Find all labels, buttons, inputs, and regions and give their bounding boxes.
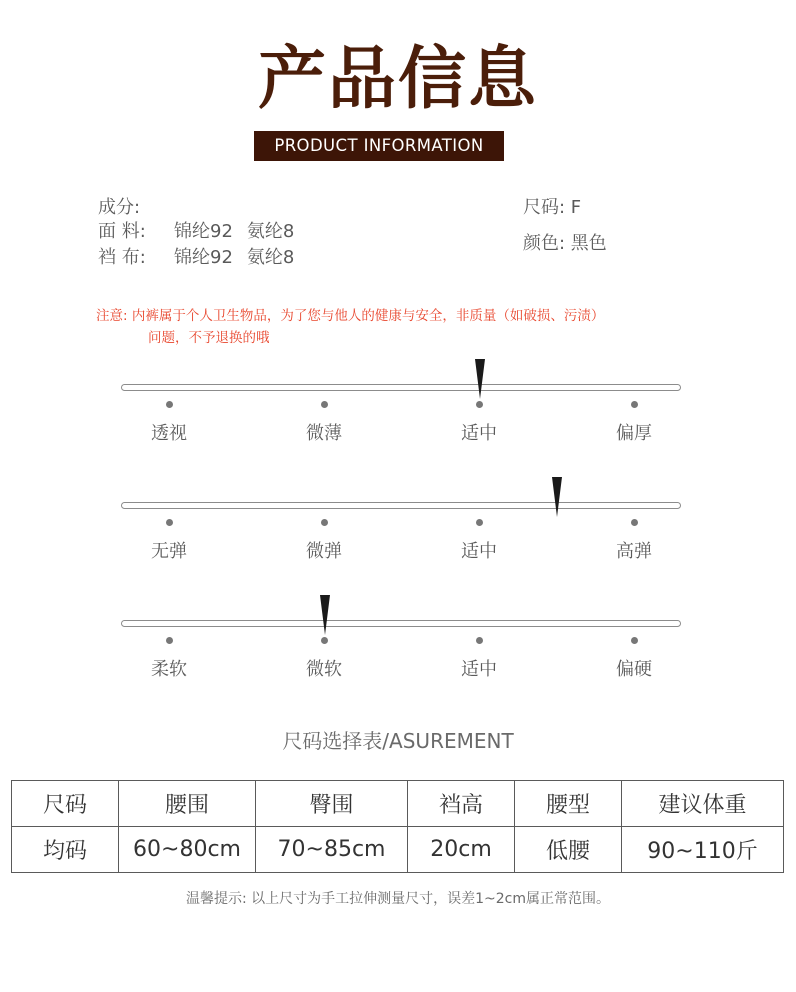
- crotch-value-1: 锦纶92: [174, 247, 233, 268]
- circle-dot-icon: [321, 637, 328, 644]
- slider-label: 无弹: [151, 541, 187, 562]
- triangle-pointer-icon: [319, 595, 331, 635]
- color-info: 颜色: 黑色: [523, 233, 607, 254]
- triangle-pointer-icon: [551, 477, 563, 517]
- circle-dot-icon: [631, 519, 638, 526]
- size-footnote: 温馨提示: 以上尺寸为手工拉伸测量尺寸，误差1~2cm属正常范围。: [185, 891, 611, 907]
- table-cell: 60~80cm: [119, 827, 256, 873]
- slider-label: 微软: [306, 659, 342, 680]
- circle-dot-icon: [476, 637, 483, 644]
- column-header: 建议体重: [622, 781, 784, 827]
- notice-line-2: 问题，不予退换的哦: [148, 330, 270, 346]
- page-title: 产品信息: [257, 39, 538, 119]
- composition-label: 成分:: [98, 197, 141, 218]
- slider-track: [121, 502, 681, 509]
- fabric-label: 面 料:: [98, 221, 146, 242]
- column-header: 腰围: [119, 781, 256, 827]
- fabric-row: [98, 220, 294, 244]
- slider-label: 适中: [461, 541, 497, 562]
- column-header: 尺码: [12, 781, 119, 827]
- crotch-value-2: 氨纶8: [246, 247, 295, 268]
- column-header: 裆高: [408, 781, 515, 827]
- circle-dot-icon: [476, 519, 483, 526]
- circle-dot-icon: [321, 401, 328, 408]
- crotch-row: [98, 246, 294, 270]
- table-header-row: [12, 781, 784, 827]
- size-table: [11, 780, 784, 873]
- circle-dot-icon: [166, 637, 173, 644]
- circle-dot-icon: [631, 401, 638, 408]
- slider-label: 高弹: [616, 541, 652, 562]
- slider-track: [121, 384, 681, 391]
- notice-line-1: 注意: 内裤属于个人卫生物品，为了您与他人的健康与安全，非质量（如破损、污渍）: [96, 308, 605, 324]
- slider-label: 微薄: [306, 423, 342, 444]
- circle-dot-icon: [476, 401, 483, 408]
- slider-track: [121, 620, 681, 627]
- circle-dot-icon: [631, 637, 638, 644]
- circle-dot-icon: [166, 401, 173, 408]
- slider-label: 柔软: [151, 659, 187, 680]
- column-header: 腰型: [515, 781, 622, 827]
- column-header: 臀围: [256, 781, 408, 827]
- slider-label: 适中: [461, 423, 497, 444]
- triangle-pointer-icon: [474, 359, 486, 399]
- table-cell: 90~110斤: [622, 827, 784, 873]
- fabric-value-1: 锦纶92: [174, 221, 233, 242]
- slider-label: 透视: [151, 423, 187, 444]
- table-row: [12, 827, 784, 873]
- size-info: 尺码: F: [523, 197, 582, 218]
- table-cell: 低腰: [515, 827, 622, 873]
- crotch-label: 裆 布:: [98, 247, 146, 268]
- table-cell: 均码: [12, 827, 119, 873]
- slider-label: 偏厚: [616, 423, 652, 444]
- slider-label: 微弹: [306, 541, 342, 562]
- page-subtitle: PRODUCT INFORMATION: [254, 131, 504, 161]
- size-table-heading: 尺码选择表/ASUREMENT: [282, 729, 514, 753]
- fabric-value-2: 氨纶8: [246, 221, 295, 242]
- slider-label: 偏硬: [616, 659, 652, 680]
- table-cell: 20cm: [408, 827, 515, 873]
- slider-label: 适中: [461, 659, 497, 680]
- circle-dot-icon: [166, 519, 173, 526]
- table-cell: 70~85cm: [256, 827, 408, 873]
- circle-dot-icon: [321, 519, 328, 526]
